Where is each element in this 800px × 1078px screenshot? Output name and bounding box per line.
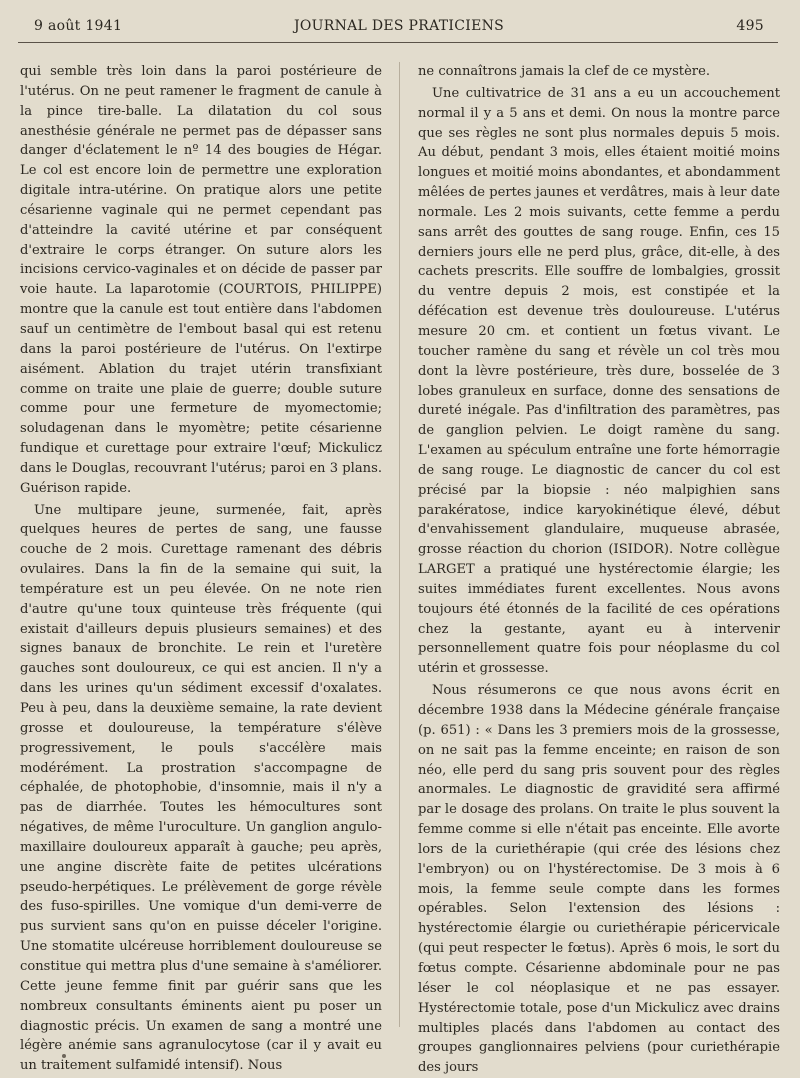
paragraph-case-multipare: Une multipare jeune, surmenée, fait, après quelques heures de pertes de sang, une fausse couche de 2 mois. Curettage ramenant des débris ovulaires. Dans la fin de la semaine qui suit, la température est un peu élevée. On ne note rien d'autre qu'une toux quinteuse très fréquente (qui existait d'ailleurs depuis plusieurs semaines) et des signes banaux de bronchite. Le rein et l'uretère gauches sont douloureux, ce qui est ancien. Il n'y a dans les urines qu'un sédiment excessif d'oxalates. Peu à peu, dans la deuxième semaine, la rate devient grosse et douloureuse, la température s'élève progressivement, le pouls s'accélère mais modérément. La prostration s'accompagne de céphalée, de photophobie, d'insomnie, mais il n'y a pas de diarrhée. Toutes les hémocultures sont négatives, de même l'uroculture. Un ganglion angulo-maxillaire douloureux apparaît à gauche; peu après, une angine discrète faite de petites ulcérations pseudo-herpétiques. Le prélèvement de gorge révèle des fuso-spirilles. Une vomique d'un demi-verre de pus survient sans qu'on en puisse déceler l'origine. Une stomatite ulcéreuse horriblement douloureuse se constitue qui mettra plus d'une semaine à s'améliorer. Cette jeune femme finit par guérir sans que les nombreux consultants éminents aient pu poser un diagnostic précis. Un examen de sang a montré une légère anémie sans agranulocytose (car il y avait eu un traitement sulfamidé intensif). Nous — [20, 502, 382, 1074]
page-number: 495 — [736, 18, 764, 34]
header-rule — [18, 42, 778, 43]
paragraph-summary-1938: Nous résumerons ce que nous avons écrit en décembre 1938 dans la Médecine générale française (p. 651) : « Dans les 3 premiers mois de la grossesse, on ne sait pas la femme enceinte; en raison de son néo, elle perd du sang pris souvent pour des règles anormales. Le diagnostic de gravidité sera affirmé par le dosage des prolans. On traite le plus souvent la femme comme si elle n'était pas enceinte. Elle avorte lors de la curiethérapie (qui crée des lésions chez l'embryon) ou on l'hystérectomise. De 3 mois à 6 mois, la femme seule compte dans les formes opérables. Selon l'extension des lésions : hystérectomie élargie ou curiethérapie péricervicale (qui peut respecter le fœtus). Après 6 mois, le sort du fœtus compte. Césarienne abdominale pour ne pas léser le col néoplasique et ne pas essayer. Hystérectomie totale, pose d'un Mickulicz avec drains multiples placés dans l'abdomen au contact des groupes ganglionnaires pelviens (pour curiethérapie des jours — [418, 683, 780, 1076]
paper-speck — [62, 1054, 66, 1058]
right-column — [418, 62, 780, 1078]
left-column — [20, 62, 382, 1078]
header-date: 9 août 1941 — [34, 18, 123, 34]
paragraph-case-cultivatrice: Une cultivatrice de 31 ans a eu un accouchement normal il y a 5 ans et demi. On nous la montre parce que ses règles ne sont plus normales depuis 5 mois. Au début, pendant 3 mois, elles étaient moitié moins longues et moitié moins abondantes, et abondamment mêlées de pertes jaunes et verdâtres, mais à leur date normale. Les 2 mois suivants, cette femme a perdu sans arrêt des gouttes de sang rouge. Enfin, ces 15 derniers jours elle ne perd plus, grâce, dit-elle, à des cachets prescrits. Elle souffre de lombalgies, grossit du ventre depuis 2 mois, est constipée et la défécation est devenue très douloureuse. L'utérus mesure 20 cm. et contient un fœtus vivant. Le toucher ramène du sang et révèle un col très mou dont la lèvre postérieure, très dure, bosselée de 3 lobes granuleux en surface, donne des sensations de dureté inégale. Pas d'infiltration des paramètres, pas de ganglion pelvien. Le doigt ramène du sang. L'examen au spéculum entraîne une forte hémorragie de sang rouge. Le diagnostic de cancer du col est précisé par la biopsie : néo malpighien sans parakératose, indice karyokinétique élevé, début d'envahissement glandulaire, muqueuse abrasée, grosse réaction du chorion (ISIDOR). Notre collègue LARGET a pratiqué une hystérectomie élargie; les suites immédiates furent excellentes. Nous avons toujours été étonnés de la facilité de ces opérations chez la gestante, ayant eu à intervenir personnellement quatre fois pour néoplasme du col utérin et grossesse. — [418, 85, 780, 677]
journal-title: JOURNAL DES PRATICIENS — [293, 18, 505, 34]
paragraph-continued: qui semble très loin dans la paroi postérieure de l'utérus. On ne peut ramener le fragment de canule à la pince tire-balle. La dilatation du col sous anesthésie générale ne permet pas de dépasser sans danger d'éclatement le nº 14 des bougies de Hégar. Le col est encore loin de permettre une exploration digitale intra-utérine. On pratique alors une petite césarienne vaginale qui ne permet cependant pas d'atteindre la cavité utérine et par conséquent d'extraire le corps étranger. On suture alors les incisions cervico-vaginales et on décide de passer par voie haute. La laparotomie (COURTOIS, PHILIPPE) montre que la canule est tout entière dans l'abdomen sauf un centimètre de l'embout basal qui est retenu dans la paroi postérieure de l'utérus. On l'extirpe aisément. Ablation du trajet utérin transfixiant comme on traite une plaie de guerre; double suture comme pour une fermeture de myomectomie; soludagenan dans le myomètre; petite césarienne fundique et curettage pour extraire l'œuf; Mickulicz dans le Douglas, recouvrant l'utérus; paroi en 3 plans. Guérison rapide. — [20, 64, 382, 496]
text-columns — [20, 62, 780, 1078]
running-header — [20, 18, 778, 42]
paragraph-continued-right: ne connaîtrons jamais la clef de ce mystère. — [418, 64, 710, 79]
